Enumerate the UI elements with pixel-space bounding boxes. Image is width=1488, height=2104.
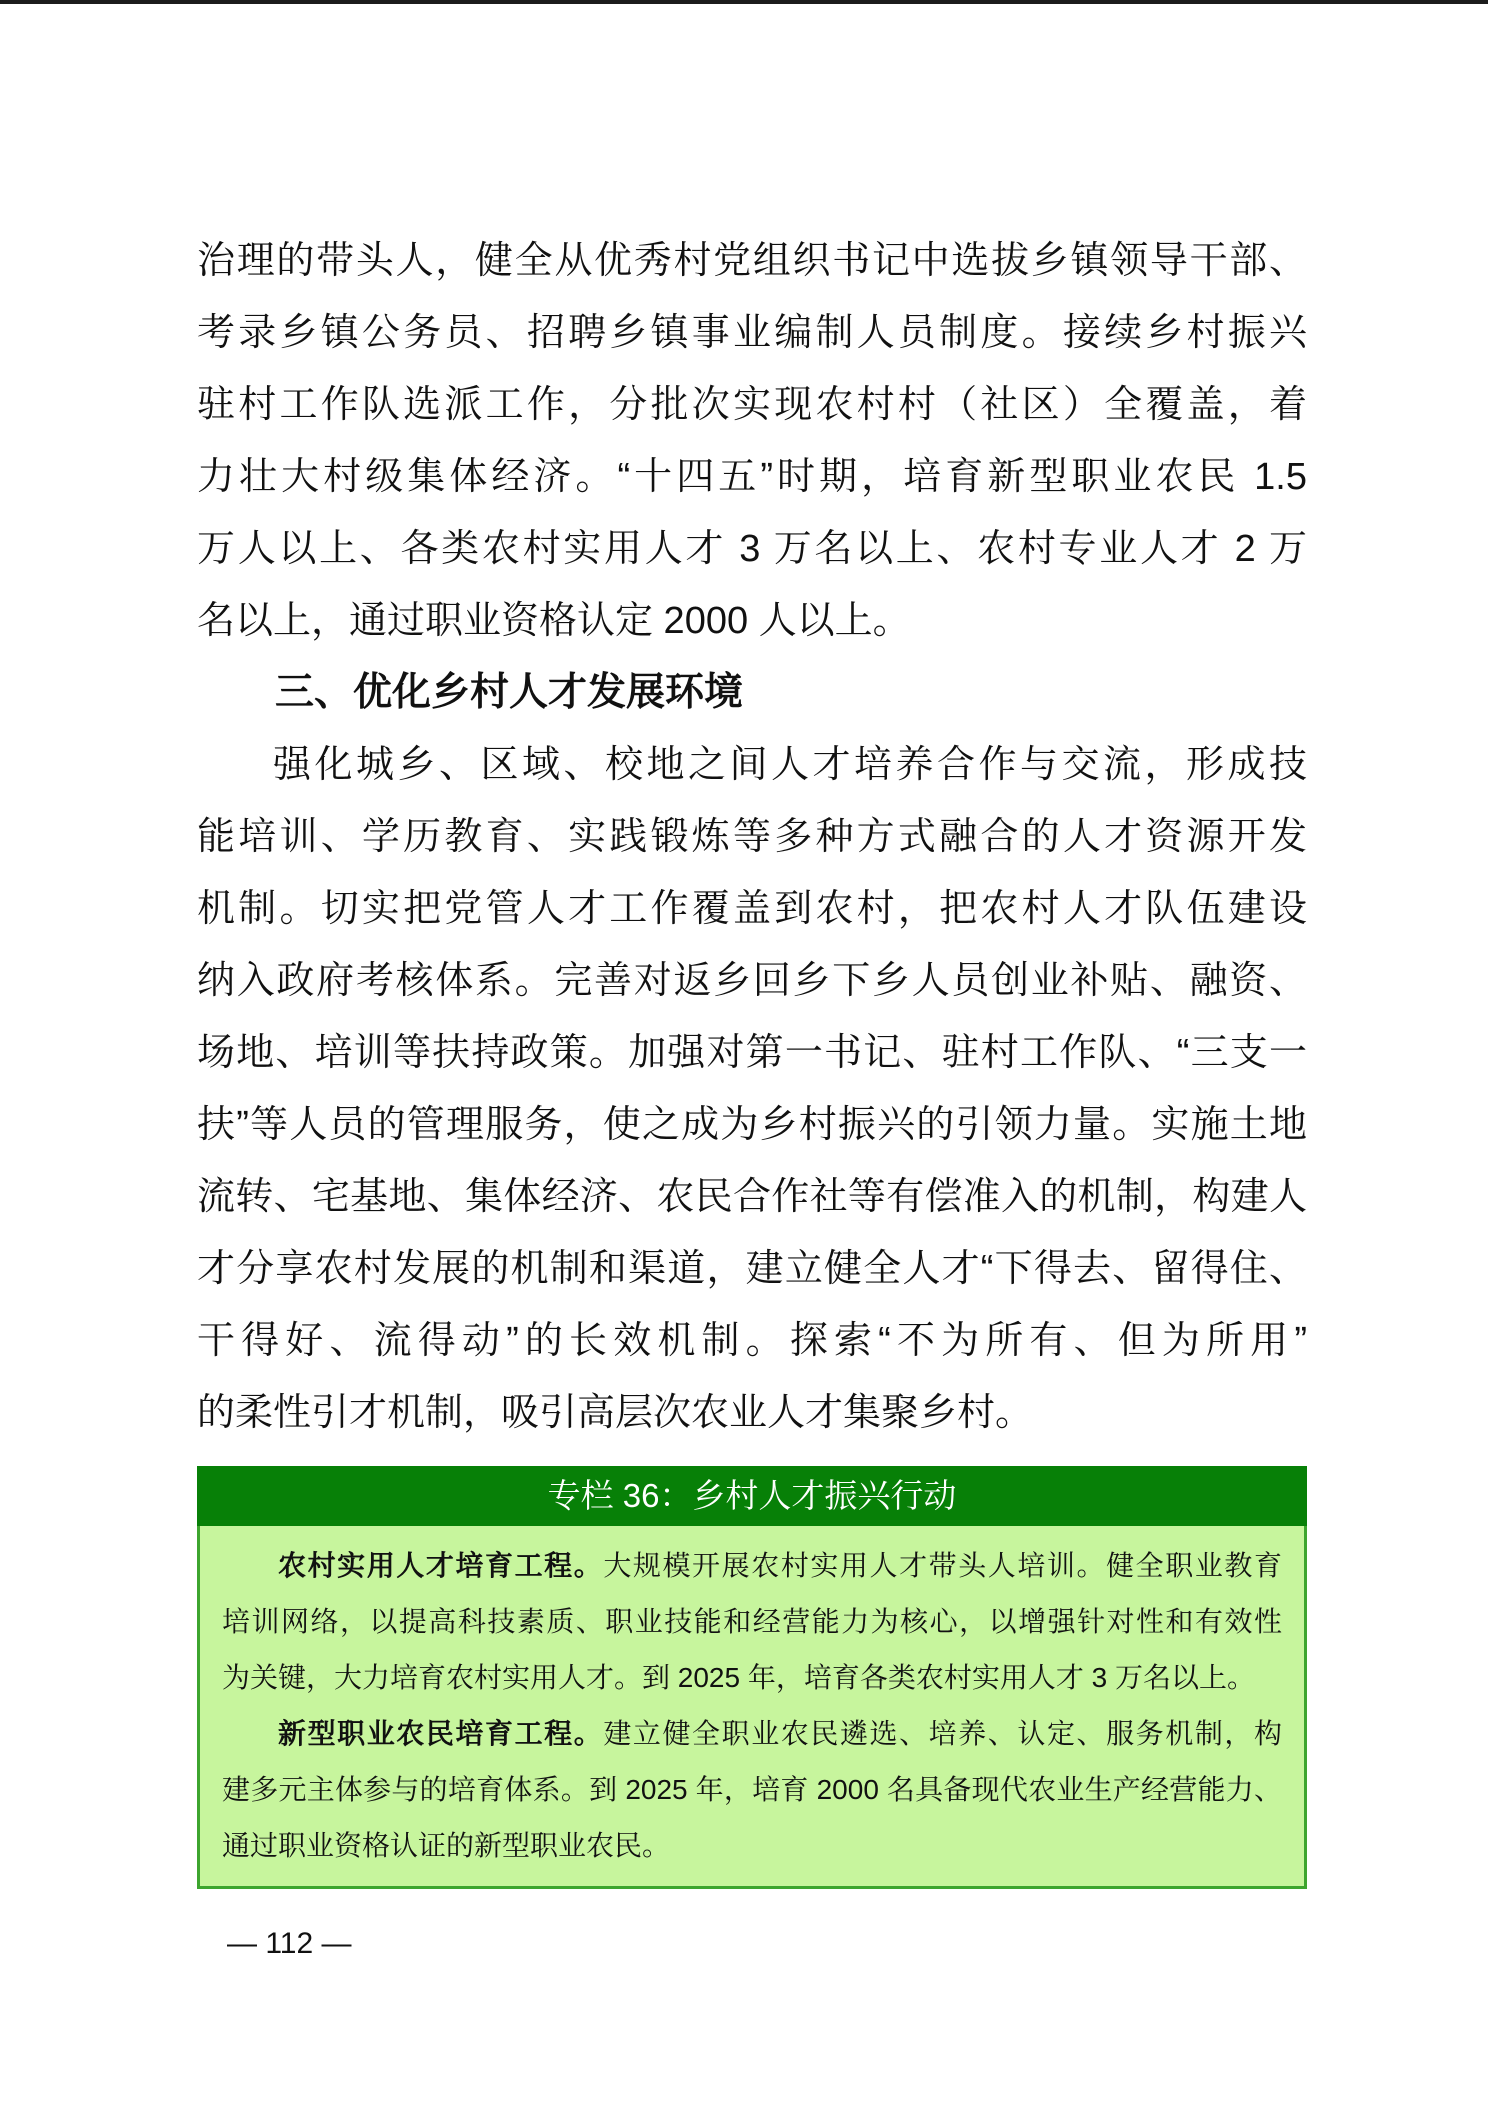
scan-edge-line (0, 0, 1488, 4)
text-line: 场地、培训等扶持政策。加强对第一书记、驻村工作队、“三支一 (197, 1032, 1307, 1074)
text-line: 流转、宅基地、集体经济、农民合作社等有偿准入的机制，构建人 (197, 1176, 1307, 1218)
text-line: 扶”等人员的管理服务，使之成为乡村振兴的引领力量。实施土地 (197, 1104, 1307, 1146)
feature-box-text-line: 培训网络，以提高科技素质、职业技能和经营能力为核心，以增强针对性和有效性 (222, 1606, 1282, 1637)
text-line: 纳入政府考核体系。完善对返乡回乡下乡人员创业补贴、融资、 (197, 960, 1307, 1002)
body-text (197, 225, 1307, 1449)
page-number: — 112 — (227, 1927, 352, 1960)
text-line: 名以上，通过职业资格认定 2000 人以上。 (197, 600, 911, 642)
text-line: 驻村工作队选派工作，分批次实现农村村（社区）全覆盖，着 (197, 384, 1307, 426)
bold-lead-in: 新型职业农民培育工程。 (278, 1718, 604, 1749)
paragraph-1 (197, 225, 1307, 657)
feature-box (197, 1466, 1307, 1889)
text-line: 干得好、流得动”的长效机制。探索“不为所有、但为所用” (197, 1320, 1307, 1362)
section-heading: 三、优化乡村人才发展环境 (275, 671, 744, 714)
feature-box-body (197, 1526, 1307, 1889)
feature-box-text-line: 为关键，大力培育农村实用人才。到 2025 年，培育各类农村实用人才 3 万名以上。 (222, 1662, 1255, 1693)
feature-box-title: 专栏 36：乡村人才振兴行动 (197, 1466, 1307, 1526)
feature-box-text-line: 农村实用人才培育工程。大规模开展农村实用人才带头人培训。健全职业教育 (278, 1550, 1282, 1581)
text-line: 才分享农村发展的机制和渠道，建立健全人才“下得去、留得住、 (197, 1248, 1307, 1290)
text-line: 能培训、学历教育、实践锻炼等多种方式融合的人才资源开发 (197, 816, 1307, 858)
text-line: 考录乡镇公务员、招聘乡镇事业编制人员制度。接续乡村振兴 (197, 312, 1307, 354)
text-line: 的柔性引才机制，吸引高层次农业人才集聚乡村。 (197, 1392, 1034, 1434)
feature-box-text-line: 建多元主体参与的培育体系。到 2025 年，培育 2000 名具备现代农业生产经营能力、 (222, 1774, 1282, 1805)
text-line: 强化城乡、区域、校地之间人才培养合作与交流，形成技 (273, 744, 1307, 786)
text-line: 机制。切实把党管人才工作覆盖到农村，把农村人才队伍建设 (197, 888, 1307, 930)
feature-box-text-line: 新型职业农民培育工程。建立健全职业农民遴选、培养、认定、服务机制，构 (278, 1718, 1282, 1749)
text-line: 万人以上、各类农村实用人才 3 万名以上、农村专业人才 2 万 (197, 528, 1307, 570)
paragraph-2 (197, 729, 1307, 1449)
bold-lead-in: 农村实用人才培育工程。 (278, 1550, 604, 1581)
text-line: 力壮大村级集体经济。“十四五”时期，培育新型职业农民 1.5 (197, 456, 1307, 498)
feature-box-text-line: 通过职业资格认证的新型职业农民。 (222, 1830, 671, 1861)
text-line: 治理的带头人，健全从优秀村党组织书记中选拔乡镇领导干部、 (197, 240, 1307, 282)
